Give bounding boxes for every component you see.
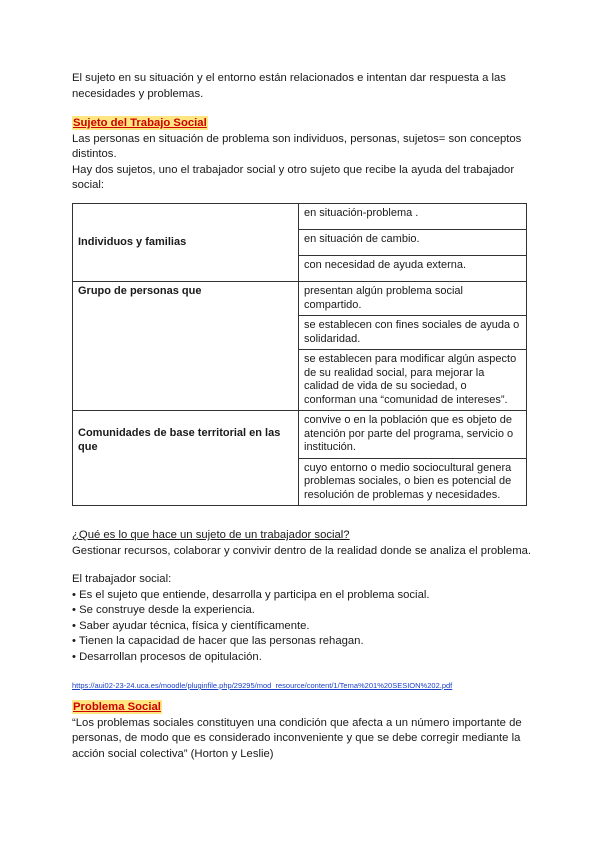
quote-paragraph: “Los problemas sociales constituyen una condición que afecta a un número importante de personas, de modo que es considerado inconveniente y que se debe corregir mediante la acción social colectiva” (Horton y Leslie): [72, 716, 522, 760]
table-cell: presentan algún problema social compartido.: [299, 282, 527, 316]
list-item: • Saber ayudar técnica, física y científicamente.: [72, 619, 532, 635]
table-row: [73, 411, 527, 459]
worker-intro: El trabajador social:: [72, 573, 172, 585]
section-heading-sujeto: Sujeto del Trabajo Social: [73, 117, 207, 129]
worker-block: [72, 572, 532, 665]
list-item: • Se construye desde la experiencia.: [72, 603, 532, 619]
section-sujeto: [72, 116, 532, 194]
table-cell: en situación-problema .: [299, 204, 527, 230]
list-item: • Desarrollan procesos de opitulación.: [72, 650, 532, 666]
intro-paragraph: El sujeto en su situación y el entorno están relacionados e intentan dar respuesta a las necesidades y problemas.: [72, 72, 506, 100]
list-item: • Es el sujeto que entiende, desarrolla y participa en el problema social.: [72, 588, 532, 604]
table-row: [73, 204, 527, 230]
table-cell: se establecen para modificar algún aspecto de su realidad social, para mejorar la calidad de vida de su sociedad, o conforman una “comunidad de intereses”.: [299, 350, 527, 411]
worker-list: [72, 588, 532, 666]
paragraph-personas: Las personas en situación de problema son individuos, personas, sujetos= son conceptos distintos.: [72, 132, 522, 160]
paragraph-dos-sujetos: Hay dos sujetos, uno el trabajador social y otro sujeto que recibe la ayuda del trabajador social:: [72, 163, 515, 191]
row-label-comunidades: Comunidades de base territorial en las que: [73, 411, 299, 506]
table-row: [73, 282, 527, 316]
subjects-table: [72, 203, 527, 506]
row-label-grupo: Grupo de personas que: [73, 282, 299, 411]
question-title: ¿Qué es lo que hace un sujeto de un trabajador social?: [72, 529, 350, 541]
table-cell: en situación de cambio.: [299, 230, 527, 256]
table-cell: con necesidad de ayuda externa.: [299, 256, 527, 282]
source-link[interactable]: https://aui02-23-24.uca.es/moodle/pluginfile.php/29295/mod_resource/content/1/Tema%201%20SESION%202.pdf: [72, 681, 453, 690]
question-block: [72, 528, 532, 559]
table-cell: convive o en la población que es objeto de atención por parte del programa, servicio o institución.: [299, 411, 527, 459]
section-heading-problema: Problema Social: [73, 701, 161, 713]
table-cell: cuyo entorno o medio sociocultural genera problemas sociales, o bien es potencial de resolución de problemas y necesidades.: [299, 458, 527, 506]
list-item: • Tienen la capacidad de hacer que las personas rehagan.: [72, 634, 532, 650]
table-cell: se establecen con fines sociales de ayuda o solidaridad.: [299, 316, 527, 350]
question-answer: Gestionar recursos, colaborar y convivir dentro de la realidad donde se analiza el problema.: [72, 544, 532, 557]
row-label-individuos: Individuos y familias: [73, 204, 299, 282]
section-problema: [72, 700, 532, 762]
